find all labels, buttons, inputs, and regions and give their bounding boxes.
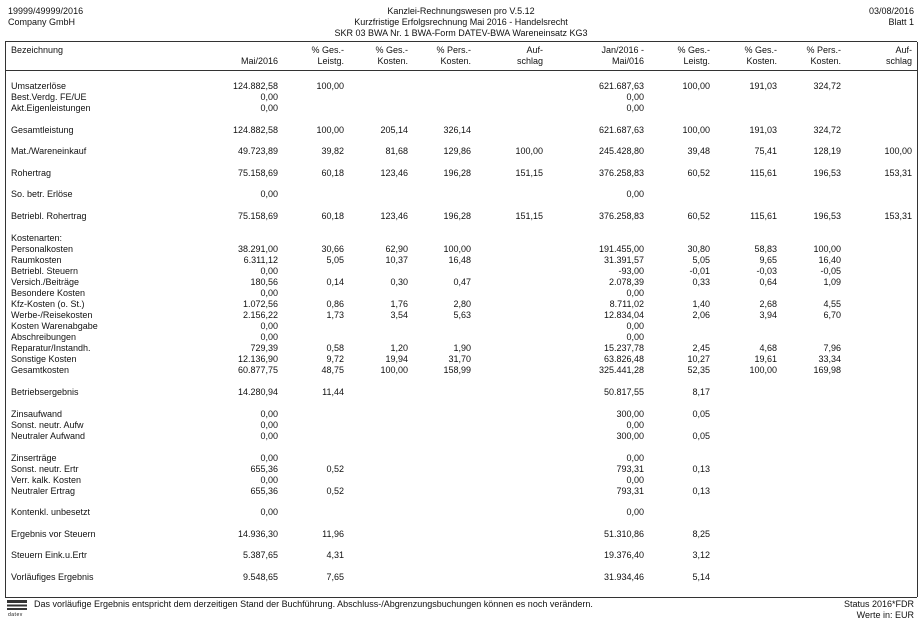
table-cell: 3,94 [759,310,777,320]
table-cell: -93,00 [618,266,644,276]
table-cell: 0,00 [260,332,278,342]
table-cell: 0,00 [260,266,278,276]
currency-text: Werte in: EUR [856,610,914,620]
table-cell: 196,28 [443,168,471,178]
table-cell: 123,46 [380,211,408,221]
table-cell: 0,00 [260,453,278,463]
table-cell: 1,09 [823,277,841,287]
table-cell: 30,66 [321,244,344,254]
row-label: Sonst. neutr. Aufw [11,420,84,430]
table-cell: 12.834,04 [603,310,644,320]
row-label: Best.Verdg. FE/UE [11,92,87,102]
table-cell: 158,99 [443,365,471,375]
table-cell: 5,05 [692,255,710,265]
table-cell: 324,72 [813,125,841,135]
column-header-c2-line2: Leistg. [317,56,344,66]
column-header-c9-line1: % Pers.- [806,45,841,55]
table-cell: 39,48 [687,146,710,156]
table-cell: 30,80 [687,244,710,254]
column-header-c7-line1: % Ges.- [677,45,710,55]
row-label: Ergebnis vor Steuern [11,529,96,539]
row-label: Mat./Wareneinkauf [11,146,87,156]
table-cell: 1,73 [326,310,344,320]
row-label: Kosten Warenabgabe [11,321,98,331]
table-cell: 0,33 [692,277,710,287]
table-cell: 52,35 [687,365,710,375]
column-header-c4-line1: % Pers.- [436,45,471,55]
table-cell: 115,61 [750,168,777,178]
row-label: Kfz-Kosten (o. St.) [11,299,85,309]
footer-note: Das vorläufige Ergebnis entspricht dem derzeitigen Stand der Buchführung. Abschluss-/Abgrenzungsbuchungen können es noch verändern. [34,599,593,609]
table-cell: 49.723,89 [237,146,278,156]
column-header-bezeichnung: Bezeichnung [11,45,64,55]
table-cell: 300,00 [616,409,644,419]
row-label: Abschreibungen [11,332,77,342]
table-cell: 4,31 [326,550,344,560]
column-header-c3-line1: % Ges.- [375,45,408,55]
table-cell: 16,48 [448,255,471,265]
column-header-c6-line2: Mai/016 [611,56,644,66]
table-cell: 0,64 [759,277,777,287]
table-cell: 10,37 [385,255,408,265]
table-cell: 60,52 [687,211,710,221]
table-cell: 9,65 [759,255,777,265]
report-subtitle: SKR 03 BWA Nr. 1 BWA-Form DATEV-BWA Wareneinsatz KG3 [334,28,588,38]
table-cell: 0,00 [626,475,644,485]
table-cell: 124.882,58 [232,81,278,91]
column-header-c8-line1: % Ges.- [744,45,777,55]
table-cell: 0,00 [626,321,644,331]
table-cell: 63.826,48 [603,354,644,364]
table-cell: 124.882,58 [232,125,278,135]
table-cell: 655,36 [250,486,278,496]
table-cell: 38.291,00 [237,244,278,254]
row-label: Neutraler Aufwand [11,431,86,441]
table-cell: 153,31 [884,211,912,221]
table-cell: 0,00 [260,420,278,430]
table-cell: 12.136,90 [237,354,278,364]
table-cell: 0,00 [626,103,644,113]
table-cell: 0,00 [260,92,278,102]
table-cell: 100,00 [316,81,344,91]
table-cell: 100,00 [380,365,408,375]
table-cell: 169,98 [813,365,841,375]
table-cell: 81,68 [385,146,408,156]
table-cell: 6,70 [823,310,841,320]
table-cell: 0,00 [626,507,644,517]
table-cell: 1,40 [692,299,710,309]
table-cell: 191,03 [749,81,777,91]
row-label: Betriebl. Steuern [11,266,79,276]
table-cell: 100,00 [813,244,841,254]
table-cell: 100,00 [316,125,344,135]
table-cell: 100,00 [682,81,710,91]
table-cell: 0,00 [260,321,278,331]
table-cell: 60,52 [687,168,710,178]
table-cell: 100,00 [443,244,471,254]
table-cell: 2.078,39 [608,277,644,287]
column-header-c2-line1: % Ges.- [311,45,344,55]
table-cell: 0,00 [260,431,278,441]
table-cell: 100,00 [515,146,543,156]
column-header-c10-line2: schlag [885,56,912,66]
table-cell: 621.687,63 [598,81,644,91]
table-cell: 14.280,94 [237,387,278,397]
table-cell: 0,47 [453,277,471,287]
table-cell: 62,90 [385,244,408,254]
row-label: Sonstige Kosten [11,354,77,364]
page-number: Blatt 1 [888,17,914,27]
row-label: Versich./Beiträge [11,277,80,287]
table-cell: 1,90 [453,343,471,353]
table-cell: 376.258,83 [598,168,644,178]
table-cell: 100,00 [884,146,912,156]
table-cell: 245.428,80 [598,146,644,156]
table-cell: 0,58 [326,343,344,353]
table-cell: 1,20 [390,343,408,353]
table-cell: 100,00 [682,125,710,135]
column-header-c9-line2: Kosten. [810,56,841,66]
table-cell: 0,05 [692,409,710,419]
table-cell: 0,05 [692,431,710,441]
table-cell: 191,03 [749,125,777,135]
table-cell: 3,54 [390,310,408,320]
column-header-c1-line2: Mai/2016 [240,56,278,66]
row-label: Personalkosten [11,244,74,254]
table-cell: 300,00 [616,431,644,441]
table-cell: 0,52 [326,486,344,496]
table-cell: 0,52 [326,464,344,474]
table-cell: 60.877,75 [237,365,278,375]
table-cell: 129,86 [443,146,471,156]
row-label: Kostenarten: [11,233,63,243]
table-cell: 0,00 [260,475,278,485]
table-cell: 5,14 [692,572,710,582]
row-label: Zinserträge [11,453,57,463]
column-header-c3-line2: Kosten. [377,56,408,66]
table-cell: 6.311,12 [243,255,278,265]
table-cell: 0,86 [326,299,344,309]
row-label: Reparatur/Instandh. [11,343,91,353]
report-title: Kurzfristige Erfolgsrechnung Mai 2016 - Handelsrecht [354,17,568,27]
row-label: Sonst. neutr. Ertr [11,464,79,474]
table-cell: -0,01 [689,266,710,276]
column-header-c8-line2: Kosten. [746,56,777,66]
client-number: 19999/49999/2016 [8,6,84,16]
table-cell: 0,14 [326,277,344,287]
table-cell: 4,68 [759,343,777,353]
table-cell: 0,13 [692,486,710,496]
table-cell: -0,05 [820,266,841,276]
row-label: Kontenkl. unbesetzt [11,507,91,517]
table-cell: 5,05 [326,255,344,265]
table-cell: 75.158,69 [237,168,278,178]
table-cell: -0,03 [756,266,777,276]
column-header-c5-line2: schlag [516,56,543,66]
table-cell: 51.310,86 [603,529,644,539]
table-cell: 2,80 [453,299,471,309]
table-cell: 0,13 [692,464,710,474]
table-cell: 19.376,40 [603,550,644,560]
table-cell: 123,46 [380,168,408,178]
row-label: Zinsaufwand [11,409,63,419]
column-header-c7-line2: Leistg. [683,56,710,66]
table-cell: 33,34 [818,354,841,364]
table-cell: 58,83 [754,244,777,254]
table-cell: 2.156,22 [242,310,278,320]
row-label: Steuern Eink.u.Ertr [11,550,88,560]
table-cell: 376.258,83 [598,211,644,221]
table-cell: 0,30 [390,277,408,287]
table-cell: 325.441,28 [598,365,644,375]
table-cell: 100,00 [749,365,777,375]
table-cell: 60,18 [321,168,344,178]
table-cell: 1.072,56 [242,299,278,309]
table-cell: 2,68 [759,299,777,309]
table-cell: 326,14 [443,125,471,135]
table-cell: 128,19 [813,146,841,156]
table-cell: 2,45 [692,343,710,353]
table-cell: 0,00 [260,103,278,113]
datev-logo-text: datev [8,612,23,618]
table-cell: 0,00 [260,288,278,298]
row-label: Neutraler Ertrag [11,486,76,496]
table-cell: 8,25 [692,529,710,539]
table-cell: 0,00 [626,420,644,430]
row-label: Verr. kalk. Kosten [11,475,82,485]
table-cell: 0,00 [626,189,644,199]
table-cell: 15.237,78 [603,343,644,353]
table-cell: 16,40 [818,255,841,265]
table-cell: 0,00 [626,332,644,342]
table-cell: 0,00 [260,507,278,517]
table-cell: 2,06 [692,310,710,320]
software-title: Kanzlei-Rechnungswesen pro V.5.12 [387,6,535,16]
row-label: Raumkosten [11,255,62,265]
table-cell: 793,31 [616,486,644,496]
table-cell: 151,15 [515,168,543,178]
table-cell: 48,75 [321,365,344,375]
column-header-c6-line1: Jan/2016 - [601,45,644,55]
table-cell: 621.687,63 [598,125,644,135]
table-cell: 39,82 [321,146,344,156]
row-label: Betriebl. Rohertrag [11,211,87,221]
table-cell: 793,31 [616,464,644,474]
table-cell: 31,70 [448,354,471,364]
table-cell: 5,63 [453,310,471,320]
table-cell: 7,65 [326,572,344,582]
table-cell: 14.936,30 [237,529,278,539]
table-cell: 115,61 [750,211,777,221]
table-cell: 9.548,65 [242,572,278,582]
table-cell: 0,00 [260,409,278,419]
row-label: Vorläufiges Ergebnis [11,572,94,582]
row-label: Werbe-/Reisekosten [11,310,93,320]
table-cell: 19,61 [754,354,777,364]
row-label: Besondere Kosten [11,288,86,298]
table-cell: 11,44 [322,387,344,397]
table-cell: 151,15 [515,211,543,221]
table-cell: 4,55 [823,299,841,309]
row-label: So. betr. Erlöse [11,189,73,199]
table-cell: 0,00 [626,92,644,102]
table-cell: 8.711,02 [609,299,644,309]
table-cell: 75,41 [754,146,777,156]
row-label: Betriebsergebnis [11,387,79,397]
table-cell: 7,96 [823,343,841,353]
table-cell: 324,72 [813,81,841,91]
table-cell: 19,94 [385,354,408,364]
table-cell: 11,96 [322,529,344,539]
table-cell: 9,72 [326,354,344,364]
table-cell: 0,00 [626,453,644,463]
table-cell: 729,39 [250,343,278,353]
report-date: 03/08/2016 [868,6,914,16]
table-cell: 180,56 [250,277,278,287]
company-name: Company GmbH [8,17,76,27]
table-cell: 5.387,65 [242,550,278,560]
table-cell: 191.455,00 [598,244,644,254]
table-cell: 196,28 [443,211,471,221]
table-cell: 75.158,69 [237,211,278,221]
column-header-c10-line1: Auf- [895,45,912,55]
table-cell: 205,14 [380,125,408,135]
table-cell: 3,12 [692,550,710,560]
table-cell: 31.391,57 [603,255,644,265]
row-label: Akt.Eigenleistungen [11,103,91,113]
column-header-c5-line1: Auf- [526,45,543,55]
row-label: Gesamtleistung [11,125,74,135]
table-cell: 1,76 [390,299,408,309]
table-cell: 0,00 [260,189,278,199]
table-cell: 10,27 [687,354,710,364]
table-cell: 153,31 [884,168,912,178]
table-cell: 8,17 [692,387,710,397]
status-text: Status 2016*FDR [843,599,914,609]
table-cell: 60,18 [321,211,344,221]
table-cell: 655,36 [250,464,278,474]
row-label: Gesamtkosten [11,365,70,375]
table-cell: 0,00 [626,288,644,298]
row-label: Rohertrag [11,168,52,178]
row-label: Umsatzerlöse [11,81,67,91]
table-cell: 196,53 [813,211,841,221]
table-cell: 196,53 [813,168,841,178]
table-cell: 31.934,46 [603,572,644,582]
table-cell: 50.817,55 [603,387,644,397]
column-header-c4-line2: Kosten. [440,56,471,66]
